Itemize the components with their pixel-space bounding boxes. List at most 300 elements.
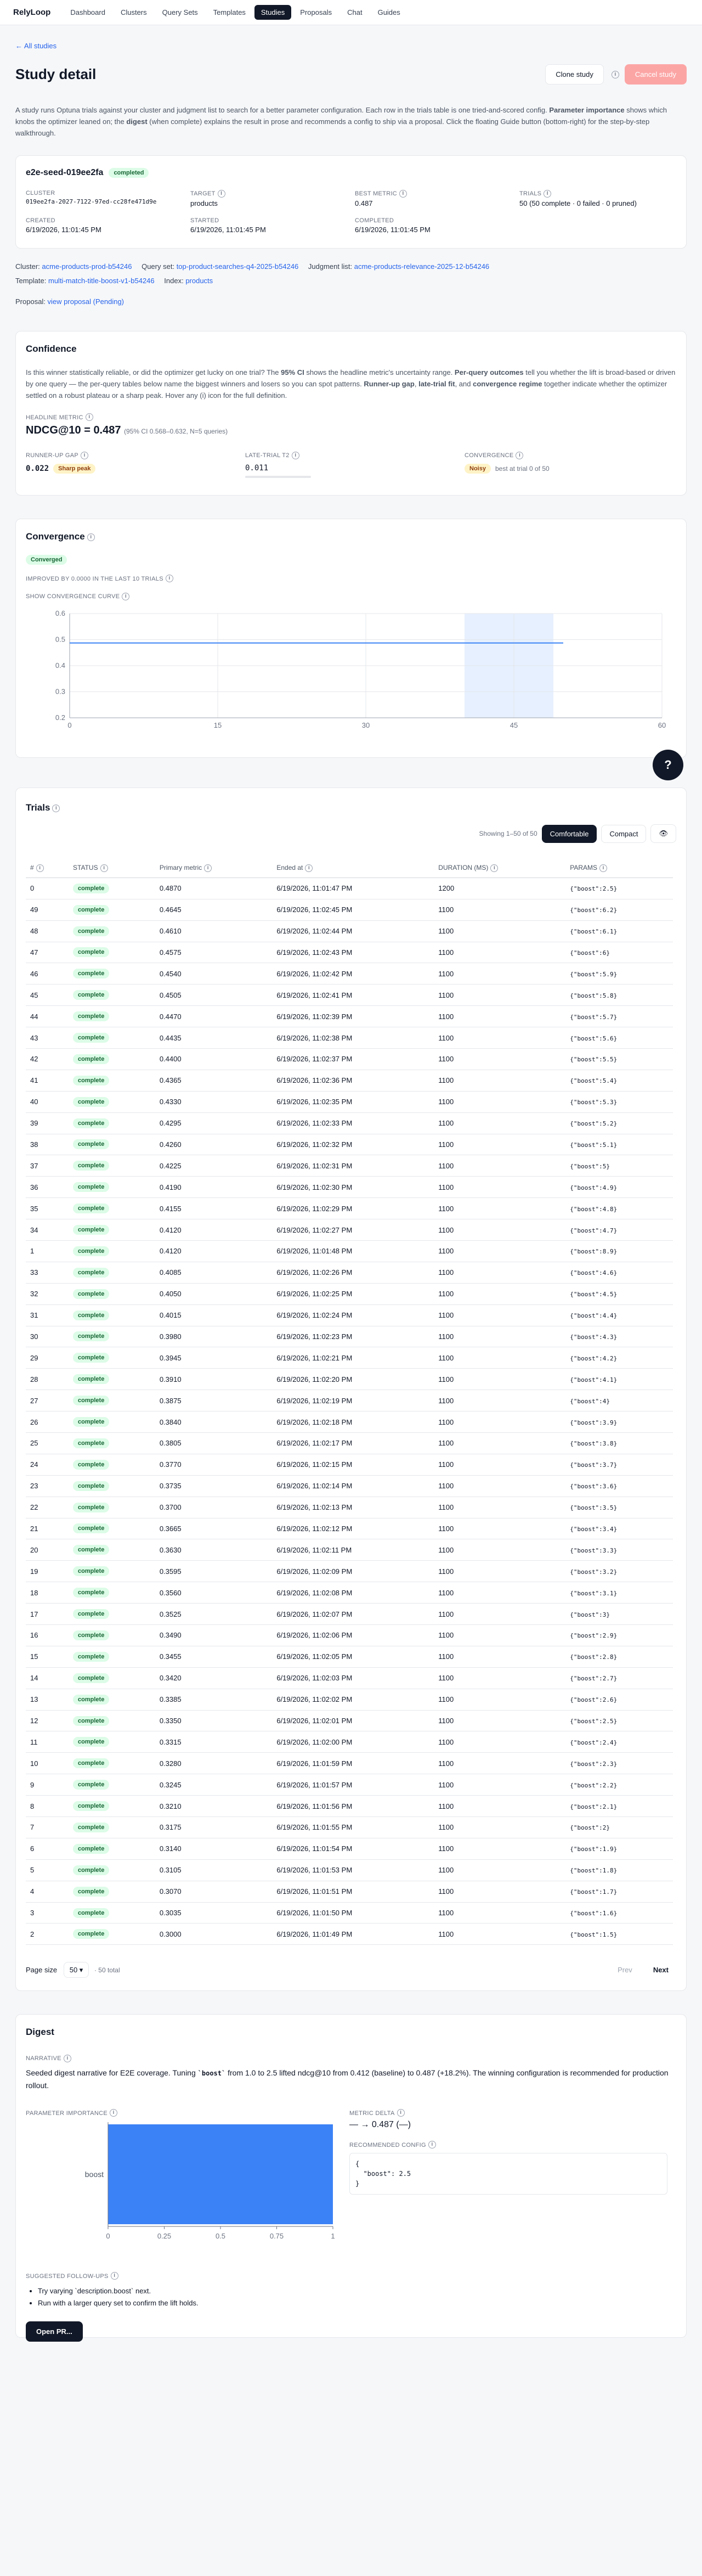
params-cell: {"boost":1.5} bbox=[570, 1931, 618, 1938]
info-icon[interactable]: I bbox=[544, 190, 551, 198]
duration: 1100 bbox=[438, 1460, 454, 1469]
table-cell bbox=[434, 1198, 565, 1219]
trial-number: 22 bbox=[30, 1503, 38, 1512]
primary-metric: 0.3945 bbox=[159, 1353, 182, 1362]
table-row[interactable] bbox=[26, 1177, 673, 1198]
table-cell bbox=[434, 1432, 565, 1454]
duration: 1100 bbox=[438, 1012, 454, 1021]
table-row[interactable] bbox=[26, 1134, 673, 1155]
back-to-studies-link[interactable]: ← All studies bbox=[15, 42, 57, 50]
table-row[interactable] bbox=[26, 1561, 673, 1582]
table-cell bbox=[565, 1604, 673, 1625]
digest-card bbox=[15, 2014, 687, 2338]
table-cell bbox=[272, 1262, 434, 1283]
table-cell bbox=[565, 1561, 673, 1582]
table-cell bbox=[26, 1625, 69, 1646]
table-row[interactable] bbox=[26, 1497, 673, 1518]
param-label: boost bbox=[84, 2169, 104, 2179]
table-cell bbox=[565, 1817, 673, 1838]
primary-metric: 0.3525 bbox=[159, 1610, 182, 1618]
status-badge: complete bbox=[73, 1758, 109, 1768]
info-icon[interactable]: i bbox=[111, 2272, 118, 2280]
ended-at: 6/19/2026, 11:02:37 PM bbox=[276, 1055, 353, 1064]
table-row[interactable] bbox=[26, 1667, 673, 1689]
table-row[interactable] bbox=[26, 1518, 673, 1539]
table-cell bbox=[69, 1347, 155, 1369]
status-badge: complete bbox=[73, 1033, 109, 1043]
params-cell: {"boost":2.1} bbox=[570, 1803, 618, 1810]
primary-metric: 0.4870 bbox=[159, 884, 182, 893]
table-cell bbox=[69, 1091, 155, 1112]
table-row[interactable] bbox=[26, 1475, 673, 1497]
table-cell bbox=[26, 1774, 69, 1796]
table-cell bbox=[272, 1112, 434, 1134]
table-cell bbox=[565, 1475, 673, 1497]
sharp-peak-badge: Sharp peak bbox=[53, 464, 95, 474]
table-cell bbox=[434, 1177, 565, 1198]
table-cell bbox=[565, 1689, 673, 1710]
brand-logo[interactable]: RelyLoop bbox=[13, 8, 51, 17]
table-cell bbox=[434, 985, 565, 1006]
table-row[interactable] bbox=[26, 878, 673, 899]
primary-metric: 0.4190 bbox=[159, 1183, 182, 1191]
ended-at: 6/19/2026, 11:02:25 PM bbox=[276, 1290, 353, 1298]
table-cell bbox=[155, 1710, 273, 1731]
table-cell bbox=[155, 1902, 273, 1923]
table-row[interactable] bbox=[26, 1304, 673, 1326]
table-cell bbox=[26, 1475, 69, 1497]
status-badge: complete bbox=[73, 1566, 109, 1576]
status-badge: complete bbox=[73, 1289, 109, 1299]
trial-number: 44 bbox=[30, 1012, 38, 1021]
page-title: Study detail bbox=[15, 66, 97, 82]
trial-number: 45 bbox=[30, 991, 38, 999]
info-icon[interactable]: i bbox=[64, 2055, 71, 2062]
table-cell bbox=[434, 1731, 565, 1753]
nav-item-dashboard[interactable]: Dashboard bbox=[70, 8, 105, 16]
ended-at: 6/19/2026, 11:02:06 PM bbox=[276, 1631, 353, 1640]
info-icon[interactable]: i bbox=[166, 575, 173, 582]
table-cell bbox=[26, 1518, 69, 1539]
table-cell bbox=[26, 1048, 69, 1070]
table-row[interactable] bbox=[26, 1070, 673, 1091]
table-cell bbox=[565, 1369, 673, 1390]
table-cell bbox=[155, 1432, 273, 1454]
judgment-list-link[interactable]: acme-products-relevance-2025-12-b54246 bbox=[354, 262, 490, 271]
table-row[interactable] bbox=[26, 1646, 673, 1667]
table-row[interactable] bbox=[26, 942, 673, 963]
nav-item-proposals[interactable]: Proposals bbox=[300, 8, 332, 16]
ended-at: 6/19/2026, 11:02:18 PM bbox=[276, 1418, 353, 1426]
nav-item-query-sets[interactable]: Query Sets bbox=[162, 8, 198, 16]
table-row[interactable] bbox=[26, 1347, 673, 1369]
table-cell bbox=[155, 1048, 273, 1070]
table-cell bbox=[272, 1518, 434, 1539]
table-cell bbox=[434, 1048, 565, 1070]
nav-item-templates[interactable]: Templates bbox=[213, 8, 246, 16]
table-cell bbox=[272, 1646, 434, 1667]
info-icon[interactable]: i bbox=[122, 593, 129, 600]
table-cell bbox=[26, 1006, 69, 1027]
page-size-select[interactable]: 50 ▾ bbox=[64, 1962, 89, 1978]
ended-at: 6/19/2026, 11:02:20 PM bbox=[276, 1375, 353, 1383]
params-cell: {"boost":3.7} bbox=[570, 1461, 618, 1469]
params-cell: {"boost":5.1} bbox=[570, 1141, 618, 1149]
table-cell bbox=[434, 1240, 565, 1262]
clone-study-button[interactable]: Clone study bbox=[545, 64, 604, 85]
comfortable-density-button[interactable]: Comfortable bbox=[542, 825, 597, 843]
info-icon[interactable]: i bbox=[516, 452, 523, 459]
params-cell: {"boost":5} bbox=[570, 1162, 610, 1170]
trial-number: 35 bbox=[30, 1204, 38, 1213]
table-cell bbox=[434, 1262, 565, 1283]
info-icon[interactable]: i bbox=[428, 2141, 436, 2148]
table-cell bbox=[434, 1561, 565, 1582]
table-row[interactable] bbox=[26, 1838, 673, 1859]
table-row[interactable] bbox=[26, 1774, 673, 1796]
info-icon[interactable]: i bbox=[204, 864, 212, 872]
trial-number: 46 bbox=[30, 969, 38, 978]
duration: 1100 bbox=[438, 1909, 454, 1917]
ended-at: 6/19/2026, 11:02:21 PM bbox=[276, 1353, 353, 1362]
trial-number: 39 bbox=[30, 1119, 38, 1128]
column-header[interactable]: # i bbox=[26, 858, 69, 878]
info-icon[interactable]: i bbox=[292, 452, 299, 459]
query-set-link[interactable]: top-product-searches-q4-2025-b54246 bbox=[176, 262, 299, 271]
info-icon[interactable]: i bbox=[100, 864, 108, 872]
table-row[interactable] bbox=[26, 985, 673, 1006]
table-row[interactable] bbox=[26, 1411, 673, 1433]
status-badge: complete bbox=[73, 1076, 109, 1085]
ended-at: 6/19/2026, 11:01:59 PM bbox=[276, 1759, 353, 1768]
table-row[interactable] bbox=[26, 1369, 673, 1390]
table-cell bbox=[434, 1283, 565, 1304]
status-badge: complete bbox=[73, 1353, 109, 1363]
prev-page-button[interactable]: Prev bbox=[610, 1961, 640, 1978]
table-cell bbox=[434, 1027, 565, 1049]
table-row[interactable] bbox=[26, 1604, 673, 1625]
table-cell bbox=[565, 942, 673, 963]
x-tick-label: 0.75 bbox=[269, 2231, 284, 2240]
table-row[interactable] bbox=[26, 920, 673, 942]
params-cell: {"boost":2.2} bbox=[570, 1781, 618, 1789]
table-cell bbox=[434, 1369, 565, 1390]
table-cell bbox=[272, 878, 434, 899]
table-cell bbox=[272, 1497, 434, 1518]
metric-delta-value: — → 0.487 (—) bbox=[349, 2119, 411, 2129]
table-cell bbox=[434, 1838, 565, 1859]
table-row[interactable] bbox=[26, 1283, 673, 1304]
table-row[interactable] bbox=[26, 1817, 673, 1838]
index-link[interactable]: products bbox=[185, 277, 213, 285]
nav-item-studies[interactable]: Studies bbox=[254, 5, 291, 20]
convergence-regime-text: best at trial 0 of 50 bbox=[495, 464, 550, 473]
table-row[interactable] bbox=[26, 1859, 673, 1881]
table-cell bbox=[69, 1240, 155, 1262]
table-row[interactable] bbox=[26, 1689, 673, 1710]
x-tick-label: 0.5 bbox=[215, 2231, 226, 2240]
next-page-button[interactable]: Next bbox=[646, 1961, 676, 1978]
info-icon[interactable]: i bbox=[36, 864, 44, 872]
info-icon[interactable]: I bbox=[399, 190, 407, 198]
info-icon[interactable]: i bbox=[86, 413, 93, 421]
table-cell bbox=[272, 1625, 434, 1646]
primary-metric: 0.3560 bbox=[159, 1588, 182, 1597]
table-cell bbox=[565, 1646, 673, 1667]
converged-badge: Converged bbox=[26, 555, 67, 565]
convergence-chart bbox=[26, 608, 673, 734]
table-cell bbox=[565, 1923, 673, 1945]
trial-number: 5 bbox=[30, 1866, 35, 1875]
ended-at: 6/19/2026, 11:02:17 PM bbox=[276, 1439, 353, 1448]
table-cell bbox=[26, 1604, 69, 1625]
duration: 1100 bbox=[438, 1930, 454, 1938]
table-cell bbox=[155, 1689, 273, 1710]
table-cell bbox=[565, 1710, 673, 1731]
info-icon[interactable]: i bbox=[397, 2109, 405, 2117]
x-tick-label: 60 bbox=[658, 721, 666, 729]
trial-number: 18 bbox=[30, 1588, 38, 1597]
table-row[interactable] bbox=[26, 1112, 673, 1134]
convergence-regime-label: CONVERGENCE bbox=[465, 452, 514, 459]
table-cell bbox=[565, 1796, 673, 1817]
cancel-study-button[interactable]: Cancel study bbox=[625, 64, 687, 85]
duration: 1100 bbox=[438, 1567, 454, 1576]
table-cell bbox=[155, 1561, 273, 1582]
table-row[interactable] bbox=[26, 1582, 673, 1604]
info-icon[interactable]: i bbox=[612, 71, 619, 78]
column-header[interactable]: STATUS i bbox=[69, 858, 155, 878]
params-cell: {"boost":2.7} bbox=[570, 1675, 618, 1683]
info-icon[interactable]: i bbox=[81, 452, 88, 459]
table-cell bbox=[26, 985, 69, 1006]
table-cell bbox=[69, 1667, 155, 1689]
table-cell bbox=[565, 1240, 673, 1262]
table-cell bbox=[434, 1753, 565, 1774]
table-row[interactable] bbox=[26, 1219, 673, 1241]
trial-number: 23 bbox=[30, 1482, 38, 1491]
table-row[interactable] bbox=[26, 1155, 673, 1177]
table-cell bbox=[69, 1390, 155, 1411]
table-row[interactable] bbox=[26, 1753, 673, 1774]
ended-at: 6/19/2026, 11:02:13 PM bbox=[276, 1503, 353, 1512]
table-row[interactable] bbox=[26, 1902, 673, 1923]
target-label: TARGET bbox=[190, 190, 216, 197]
table-cell bbox=[155, 1646, 273, 1667]
table-row[interactable] bbox=[26, 1027, 673, 1049]
table-row[interactable] bbox=[26, 1625, 673, 1646]
table-row[interactable] bbox=[26, 1091, 673, 1112]
table-cell bbox=[434, 1881, 565, 1902]
table-cell bbox=[26, 1689, 69, 1710]
duration: 1100 bbox=[438, 1290, 454, 1298]
table-row[interactable] bbox=[26, 1710, 673, 1731]
cluster-label: CLUSTER bbox=[26, 190, 55, 196]
params-cell: {"boost":4.6} bbox=[570, 1269, 618, 1277]
table-cell bbox=[272, 1006, 434, 1027]
table-cell bbox=[69, 1689, 155, 1710]
table-row[interactable] bbox=[26, 1796, 673, 1817]
primary-metric: 0.3630 bbox=[159, 1545, 182, 1554]
duration: 1100 bbox=[438, 969, 454, 978]
table-cell bbox=[565, 1731, 673, 1753]
guide-help-button[interactable]: ? bbox=[653, 750, 683, 780]
nav-item-chat[interactable]: Chat bbox=[347, 8, 363, 16]
study-links bbox=[15, 260, 687, 309]
table-row[interactable] bbox=[26, 1454, 673, 1475]
trial-number: 3 bbox=[30, 1909, 35, 1917]
column-header[interactable]: DURATION (MS) i bbox=[434, 858, 565, 878]
table-cell bbox=[565, 1518, 673, 1539]
late-trial-bar bbox=[245, 476, 311, 478]
ended-at: 6/19/2026, 11:02:32 PM bbox=[276, 1140, 353, 1149]
trials-value: 50 (50 complete · 0 failed · 0 pruned) bbox=[519, 199, 637, 207]
judgment-list-link-label: Judgment list: bbox=[308, 262, 353, 271]
table-cell bbox=[155, 1475, 273, 1497]
ended-at: 6/19/2026, 11:01:47 PM bbox=[276, 884, 353, 893]
table-cell bbox=[272, 1753, 434, 1774]
column-header[interactable]: PARAMS i bbox=[565, 858, 673, 878]
best-metric-label: BEST METRIC bbox=[355, 190, 398, 197]
duration: 1100 bbox=[438, 1183, 454, 1191]
duration: 1100 bbox=[438, 1737, 454, 1746]
duration: 1100 bbox=[438, 1418, 454, 1426]
table-cell bbox=[434, 1347, 565, 1369]
table-cell bbox=[272, 899, 434, 920]
info-icon[interactable]: i bbox=[305, 864, 313, 872]
table-row[interactable] bbox=[26, 1881, 673, 1902]
duration: 1100 bbox=[438, 1866, 454, 1875]
show-convergence-curve-toggle[interactable]: SHOW CONVERGENCE CURVE bbox=[26, 593, 120, 600]
table-cell bbox=[565, 1497, 673, 1518]
ended-at: 6/19/2026, 11:02:36 PM bbox=[276, 1076, 353, 1085]
table-cell bbox=[26, 1902, 69, 1923]
ended-at: 6/19/2026, 11:01:48 PM bbox=[276, 1247, 353, 1256]
duration: 1100 bbox=[438, 1311, 454, 1320]
table-row[interactable] bbox=[26, 1923, 673, 1945]
nav-item-clusters[interactable]: Clusters bbox=[120, 8, 147, 16]
trial-number: 12 bbox=[30, 1717, 38, 1725]
table-row[interactable] bbox=[26, 1048, 673, 1070]
nav-item-guides[interactable]: Guides bbox=[377, 8, 400, 16]
y-tick-label: 0.2 bbox=[55, 713, 65, 722]
open-pr-button[interactable]: Open PR... bbox=[26, 2321, 83, 2342]
status-badge: complete bbox=[73, 1460, 109, 1470]
table-row[interactable] bbox=[26, 963, 673, 985]
table-cell bbox=[26, 1497, 69, 1518]
table-row[interactable] bbox=[26, 1198, 673, 1219]
table-row[interactable] bbox=[26, 1731, 673, 1753]
duration: 1100 bbox=[438, 1717, 454, 1725]
table-cell bbox=[565, 1283, 673, 1304]
table-row[interactable] bbox=[26, 1432, 673, 1454]
table-row[interactable] bbox=[26, 1390, 673, 1411]
table-row[interactable] bbox=[26, 1262, 673, 1283]
table-cell bbox=[434, 942, 565, 963]
primary-metric: 0.3910 bbox=[159, 1375, 182, 1383]
table-cell bbox=[155, 1411, 273, 1433]
info-icon[interactable]: I bbox=[218, 190, 225, 198]
trial-number: 16 bbox=[30, 1631, 38, 1640]
trial-number: 19 bbox=[30, 1567, 38, 1576]
primary-metric: 0.4610 bbox=[159, 927, 182, 936]
duration: 1100 bbox=[438, 1759, 454, 1768]
table-row[interactable] bbox=[26, 899, 673, 920]
table-cell bbox=[26, 1070, 69, 1091]
status-badge: complete bbox=[73, 1630, 109, 1640]
x-tick-label: 0 bbox=[67, 721, 72, 729]
cluster-link[interactable]: acme-products-prod-b54246 bbox=[42, 262, 132, 271]
info-icon[interactable]: i bbox=[490, 864, 498, 872]
table-cell bbox=[69, 1625, 155, 1646]
params-cell: {"boost":3.5} bbox=[570, 1504, 618, 1512]
status-badge: complete bbox=[73, 926, 109, 936]
proposal-link[interactable]: view proposal (Pending) bbox=[47, 297, 124, 306]
table-cell bbox=[26, 1881, 69, 1902]
compact-density-button[interactable]: Compact bbox=[601, 825, 646, 843]
status-badge: complete bbox=[73, 1331, 109, 1341]
status-badge: complete bbox=[73, 1609, 109, 1619]
table-row[interactable] bbox=[26, 1326, 673, 1347]
ended-at: 6/19/2026, 11:02:03 PM bbox=[276, 1674, 353, 1683]
table-cell bbox=[272, 1134, 434, 1155]
follow-up-item: • Run with a larger query set to confirm the lift holds. bbox=[38, 2297, 676, 2309]
column-header[interactable]: Ended at i bbox=[272, 858, 434, 878]
table-cell bbox=[69, 1198, 155, 1219]
cluster-id: 019ee2fa-2027-7122-97ed-cc28fe471d9e bbox=[26, 198, 157, 205]
params-cell: {"boost":2.5} bbox=[570, 885, 618, 893]
params-cell: {"boost":5.8} bbox=[570, 992, 618, 999]
primary-metric: 0.3175 bbox=[159, 1823, 182, 1832]
primary-metric: 0.3805 bbox=[159, 1439, 182, 1448]
trial-number: 36 bbox=[30, 1183, 38, 1191]
template-link[interactable]: multi-match-title-boost-v1-b54246 bbox=[48, 277, 155, 285]
status-badge: complete bbox=[73, 1823, 109, 1832]
started-label: STARTED bbox=[190, 217, 219, 224]
info-icon[interactable]: i bbox=[87, 533, 95, 541]
eye-icon[interactable]: 👁 bbox=[650, 824, 676, 843]
table-cell bbox=[26, 1369, 69, 1390]
table-row[interactable] bbox=[26, 1006, 673, 1027]
table-cell bbox=[272, 1369, 434, 1390]
duration: 1100 bbox=[438, 1119, 454, 1128]
column-header[interactable]: Primary metric i bbox=[155, 858, 273, 878]
table-cell bbox=[69, 1646, 155, 1667]
table-cell bbox=[26, 1817, 69, 1838]
primary-metric: 0.4050 bbox=[159, 1290, 182, 1298]
table-cell bbox=[26, 1177, 69, 1198]
info-icon[interactable]: i bbox=[52, 805, 60, 812]
study-summary-card bbox=[15, 155, 687, 249]
table-row[interactable] bbox=[26, 1240, 673, 1262]
table-cell bbox=[272, 1923, 434, 1945]
table-cell bbox=[565, 1091, 673, 1112]
table-row[interactable] bbox=[26, 1539, 673, 1561]
info-icon[interactable]: i bbox=[599, 864, 607, 872]
table-cell bbox=[272, 920, 434, 942]
table-cell bbox=[155, 1390, 273, 1411]
runner-up-gap-value: 0.022 bbox=[26, 464, 49, 473]
primary-metric: 0.3035 bbox=[159, 1909, 182, 1917]
pager bbox=[26, 1961, 676, 1978]
table-cell bbox=[69, 920, 155, 942]
table-cell bbox=[272, 1604, 434, 1625]
params-cell: {"boost":6.1} bbox=[570, 928, 618, 936]
info-icon[interactable]: i bbox=[110, 2109, 117, 2117]
table-cell bbox=[155, 1774, 273, 1796]
table-cell bbox=[155, 1134, 273, 1155]
table-cell bbox=[272, 963, 434, 985]
